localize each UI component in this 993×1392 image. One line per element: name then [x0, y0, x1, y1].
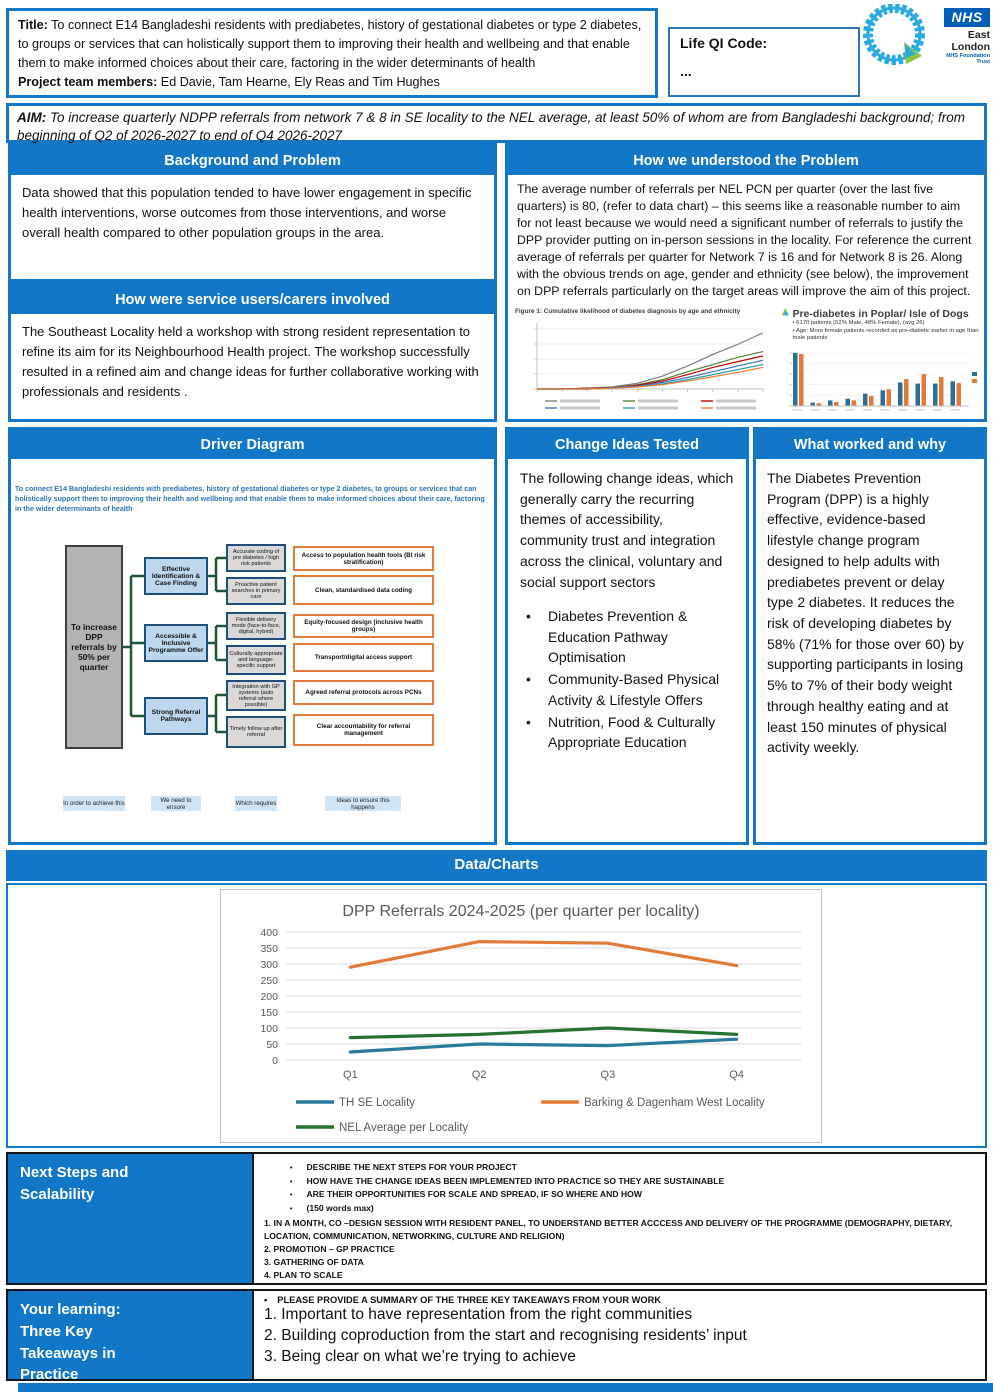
next-steps-bullet: • HOW HAVE THE CHANGE IDEAS BEEN IMPLEMENTED INTO PRACTICE SO THEY ARE SUSTAINABLE [290, 1175, 975, 1189]
understood-body: The average number of referrals per NEL PCN per quarter (over the last five quarters) is 80, (refer to data chart) – this seems like a reasonable number to aim for not least because we would need a significant number of referrals to justify the DPP provider putting on in-person sessions in the locality. For reference the current average of referrals per quarter for Network 7 is 16 and for Network 8 is 26. Along with the obvious trends on age, gender and ethnicity (see below), the improvement on DPP referrals particularly on the target areas will improve the aim of this project. [517, 182, 972, 299]
change-idea-box: Clean, standardised data coding [293, 575, 434, 605]
change-idea-item: • Community-Based Physical Activity & Lifestyle Offers [526, 671, 720, 708]
svg-text:400: 400 [260, 927, 278, 939]
secondary-driver-box: Proactive patient searches in primary care [226, 577, 286, 605]
svg-text:50: 50 [266, 1039, 278, 1051]
svg-text:DPP Referrals 2024-2025 (per q: DPP Referrals 2024-2025 (per quarter per locality) [342, 903, 700, 920]
what-worked-body: The Diabetes Prevention Program (DPP) is a highly effective, evidence-based lifestyle change program designed to help adults with prediabetes prevent or delay type 2 diabetes. It reduces the risk of developing diabetes by 58% (71% for those over 60) by supporting participants in losing 5% to 7% of their body weight through healthy eating and at least 150 minutes of physical activity weekly. [767, 470, 964, 756]
change-idea-item: • Diabetes Prevention & Education Pathway Optimisation [526, 608, 688, 665]
change-idea-box: Equity-focused design (inclusive health groups) [293, 614, 434, 638]
svg-text:Q4: Q4 [729, 1069, 744, 1081]
next-steps-numbered-item: 4. PLAN TO SCALE [264, 1269, 343, 1280]
nhs-logo-block: NHS [944, 8, 990, 27]
svg-text:0: 0 [272, 1055, 278, 1067]
svg-text:350: 350 [260, 943, 278, 955]
svg-text:Q3: Q3 [600, 1069, 616, 1081]
learning-item: 3. Being clear on what we’re trying to achieve [264, 1347, 576, 1365]
driver-diagram-heading: Driver Diagram [11, 430, 494, 459]
svg-text:150: 150 [260, 1007, 278, 1019]
involvement-section [8, 282, 497, 422]
svg-text:300: 300 [260, 959, 278, 971]
next-steps-label: Next Steps and Scalability [8, 1154, 254, 1283]
learning-bullet: • PLEASE PROVIDE A SUMMARY OF THE THREE KEY TAKEAWAYS FROM YOUR WORK [264, 1295, 747, 1305]
svg-text:Q2: Q2 [471, 1069, 487, 1081]
chart-logo-icon [781, 306, 789, 318]
primary-driver-box: Strong Referral Pathways [144, 697, 208, 735]
secondary-driver-box: Integration with GP systems (auto referral where possible) [226, 680, 286, 711]
background-heading: Background and Problem [11, 146, 494, 175]
svg-text:250: 250 [260, 975, 278, 987]
driver-footer-label: Which requires [235, 796, 277, 811]
poplar-bullet: • 6170 patients (52% Male, 48% Female), (avg 26) [792, 320, 925, 327]
driver-diagram-section [8, 427, 497, 845]
aim-label: AIM: [17, 110, 47, 125]
title-box [6, 8, 658, 98]
poplar-chart [781, 306, 981, 420]
bottom-accent-bar [18, 1383, 993, 1392]
svg-text:100: 100 [260, 1023, 278, 1035]
next-steps-bullet: • ARE THEIR OPPORTUNITIES FOR SCALE AND SPREAD, IF SO WHERE AND HOW [290, 1188, 975, 1202]
driver-footer-label: We need to ensure [151, 796, 201, 811]
understood-heading: How we understood the Problem [508, 146, 984, 175]
driver-footer-label: Ideas to ensure this happens [325, 796, 401, 811]
learning-section [6, 1289, 987, 1384]
change-idea-box: Access to population health tools (BI risk stratification) [293, 546, 434, 571]
change-idea-box: Transport/digital access support [293, 643, 434, 672]
learning-item: 2. Building coproduction from the start and recognising residents’ input [264, 1326, 747, 1344]
team-label: Project team members: [18, 74, 158, 89]
dpp-referrals-chart [220, 889, 822, 1143]
learning-items [264, 1305, 747, 1368]
next-steps-numbered-item: 3. GATHERING OF DATA [264, 1256, 364, 1267]
learning-content [254, 1291, 757, 1379]
figure1-chart [511, 306, 779, 420]
nhs-org-name: East London [951, 29, 990, 53]
svg-text:Q1: Q1 [343, 1069, 358, 1081]
life-qi-value: ... [680, 63, 692, 79]
q-community-logo-icon [860, 4, 932, 70]
svg-text:TH SE Locality: TH SE Locality [339, 1097, 416, 1109]
change-ideas-list [520, 606, 734, 752]
svg-text:200: 200 [260, 991, 278, 1003]
title-label: Title: [18, 18, 48, 32]
background-body: Data showed that this population tended to have lower engagement in specific health interventions, worse outcomes from those interventions, and worse overall health compared to other population groups in the area. [22, 185, 472, 241]
project-team: Project team members: Ed Davie, Tam Hearne, Ely Reas and Tim Hughes [18, 74, 440, 89]
secondary-driver-box: Timely follow up after referral [226, 716, 286, 748]
driver-diagram-canvas [11, 459, 494, 844]
poplar-chart-title: Pre-diabetes in Poplar/ Isle of Dogs [792, 308, 969, 321]
aim-statement: AIM: To increase quarterly NDPP referrals from network 7 & 8 in SE locality to the NEL average, at least 50% of whom are from Bangladeshi background; from beginning of Q2 of 2026-2027 to end of Q4 2026-2027 [6, 103, 987, 143]
figure1-line-chart [511, 315, 777, 415]
change-idea-box: Agreed referral protocols across PCNs [293, 680, 434, 705]
change-ideas-heading: Change Ideas Tested [508, 430, 746, 459]
poplar-bullet: • Age: More female patients recorded as pre-diabetic earlier in age than male patients [792, 327, 979, 341]
background-section [8, 143, 497, 282]
next-steps-bullets [264, 1161, 975, 1215]
nhs-east-london-logo [938, 8, 990, 66]
svg-text:Barking & Dagenham West Locali: Barking & Dagenham West Locality [584, 1097, 765, 1109]
next-steps-numbered [264, 1217, 975, 1281]
involvement-heading: How were service users/carers involved [11, 285, 494, 314]
next-steps-numbered-item: 1. IN A MONTH, CO –DESIGN SESSION WITH RESIDENT PANEL, TO UNDERSTAND BETTER ACCCESS AND DELIVERY OF THE PROGRAMME (DEMOGRAPHY, DIETARY, LOCATION, COMMUNICATION, NETWORKING, CULTURE AND RELIGION) [264, 1218, 953, 1241]
nhs-trust-name: NHS Foundation Trust [946, 53, 990, 65]
secondary-driver-box: Flexible delivery mode (face-to-face, digital, hybrid) [226, 612, 286, 640]
life-qi-label: Life QI Code: [680, 35, 768, 51]
what-worked-heading: What worked and why [756, 430, 984, 459]
driver-diagram-intro: To connect E14 Bangladeshi residents with prediabetes, history of gestational diabetes or type 2 diabetes, to groups or services that can holistically support them to improving their health and wellbeing and that enable them to make informed choices about their care, factoring in the wider determinants of health [15, 485, 485, 513]
primary-driver-box: Accessible & Inclusive Programme Offer [144, 624, 208, 662]
change-ideas-section [505, 427, 749, 845]
involvement-body: The Southeast Locality held a workshop with strong resident representation to refine its aim for its Neighbourhood Health project. The workshop successfully resulted in a refined aim and change ideas for further collaborative working with professionals and residents . [22, 324, 479, 400]
change-idea-box: Clear accountability for referral management [293, 714, 434, 746]
next-steps-bullet: • DESCRIBE THE NEXT STEPS FOR YOUR PROJECT [290, 1161, 975, 1175]
next-steps-numbered-item: 2. PROMOTION – GP PRACTICE [264, 1243, 395, 1254]
figure1-caption: Figure 1: Cumulative likelihood of diabetes diagnosis by age and ethnicity [515, 308, 741, 316]
driver-aim-box: To increase DPP referrals by 50% per quarter [65, 545, 123, 749]
next-steps-section [6, 1152, 987, 1285]
driver-footer-label: In order to achieve this [63, 796, 125, 811]
what-worked-section [753, 427, 987, 845]
life-qi-code-box [668, 27, 860, 97]
svg-text:NEL Average per Locality: NEL Average per Locality [339, 1122, 469, 1134]
change-idea-item: • Nutrition, Food & Culturally Appropriate Education [526, 713, 716, 751]
data-chart-panel [6, 883, 987, 1148]
secondary-driver-box: Culturally appropriate and language-specific support [226, 645, 286, 675]
secondary-driver-box: Accurate coding of pre diabetes / high risk patients [226, 544, 286, 572]
next-steps-content [254, 1154, 985, 1283]
change-ideas-intro: The following change ideas, which generally carry the recurring themes of accessibility, community trust and integration across the clinical, voluntary and social support sectors [520, 470, 734, 590]
mini-charts-row [508, 306, 984, 420]
poplar-bar-chart [781, 342, 981, 414]
primary-driver-box: Effective Identification & Case Finding [144, 557, 208, 595]
understood-section [505, 143, 987, 422]
learning-label: Your learning: Three Key Takeaways in Practice [8, 1291, 254, 1379]
poplar-bullets [792, 320, 981, 342]
next-steps-bullet: • (150 words max) [290, 1202, 975, 1216]
project-title: Title: To connect E14 Bangladeshi residents with prediabetes, history of gestational diabetes or type 2 diabetes, to groups or services that can holistically support them to improving their health and wellbeing and that enable them to make informed choices about their care, factoring in the wider determinants of health [18, 18, 642, 70]
data-charts-heading: Data/Charts [6, 850, 987, 881]
learning-item: 1. Important to have representation from the right communities [264, 1306, 693, 1323]
change-ideas-body [508, 459, 746, 763]
